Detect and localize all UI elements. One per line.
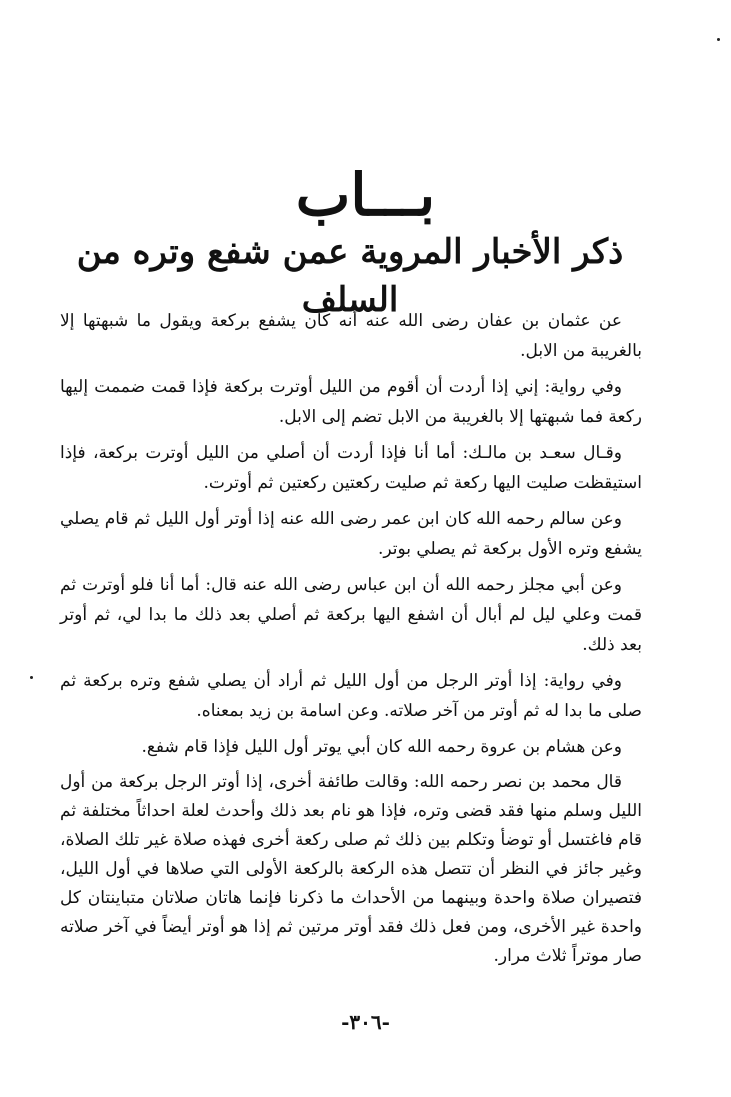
page-number: -٣٠٦- — [341, 1010, 390, 1034]
paragraph: قال محمد بن نصر رحمه الله: وقالت طائفة أخرى، إذا أوتر الرجل بركعة من أول الليل وسلم منها فقد قضى وتره، فإذا هو نام بعد ذلك وأحدث لعلة احداثاً مختلفة ثم قام فاغتسل أو توضأ وتكلم بين ذلك ثم صلى ركعة أخرى فهذه صلاة غير تلك الصلاة، وغير جائز في النظر أن تتصل هذه الركعة بالركعة الأولى التي صلاها في أول الليل، فتصيران صلاة واحدة وبينهما من الأحداث ما ذكرنا فإنما هاتان صلاتان متباينتان كل واحدة غير الأخرى، ومن فعل ذلك فقد أوتر مرتين ثم إذا هو أوتر أيضاً في آخر صلاته صار موتراً ثلاث مرار. — [60, 772, 642, 966]
paragraph: وعن هشام بن عروة رحمه الله كان أبي يوتر أول الليل فإذا قام شفع. — [141, 737, 622, 757]
body-text — [60, 306, 642, 977]
paragraph: وفي رواية: إذا أوتر الرجل من أول الليل ثم أراد أن يصلي شفع وتره بركعة ثم صلى ما بدا له ثم أوتر من آخر صلاته. وعن اسامة بن زيد بمعناه. — [60, 671, 642, 721]
chapter-heading-text: بـــاب — [295, 161, 436, 229]
chapter-heading — [0, 160, 731, 230]
scan-speck — [30, 676, 33, 679]
paragraph: وقـال سعـد بن مالـك: أما أنا فإذا أردت أن أصلي من الليل أوترت بركعة، فإذا استيقظت صليت اليها ركعة ثم صليت ركعتين ركعتين ثم أوترت. — [60, 443, 642, 493]
paragraph: وعن سالم رحمه الله كان ابن عمر رضى الله عنه إذا أوتر أول الليل ثم قام يصلي يشفع وتره الأول بركعة ثم يصلي بوتر. — [60, 509, 642, 559]
paragraph: وعن أبي مجلز رحمه الله أن ابن عباس رضى الله عنه قال: أما أنا فلو أوترت ثم قمت وعلي ليل لم أبال أن اشفع اليها بركعة ثم أصلي بعد ذلك ما بدا لي، ثم أوتر بعد ذلك. — [60, 575, 642, 655]
scan-speck — [717, 38, 720, 41]
paragraph: وفي رواية: إني إذا أردت أن أقوم من الليل أوترت بركعة فإذا قمت ضممت إليها ركعة فما شبهتها إلا بالغريبة من الابل تضم إلى الابل. — [60, 377, 642, 427]
section-title: ذكر الأخبار المروية عمن شفع وتره من السلف — [76, 232, 624, 320]
paragraph: عن عثمان بن عفان رضى الله عنه أنه كان يشفع بركعة ويقول ما شبهتها إلا بالغريبة من الابل. — [60, 311, 642, 361]
